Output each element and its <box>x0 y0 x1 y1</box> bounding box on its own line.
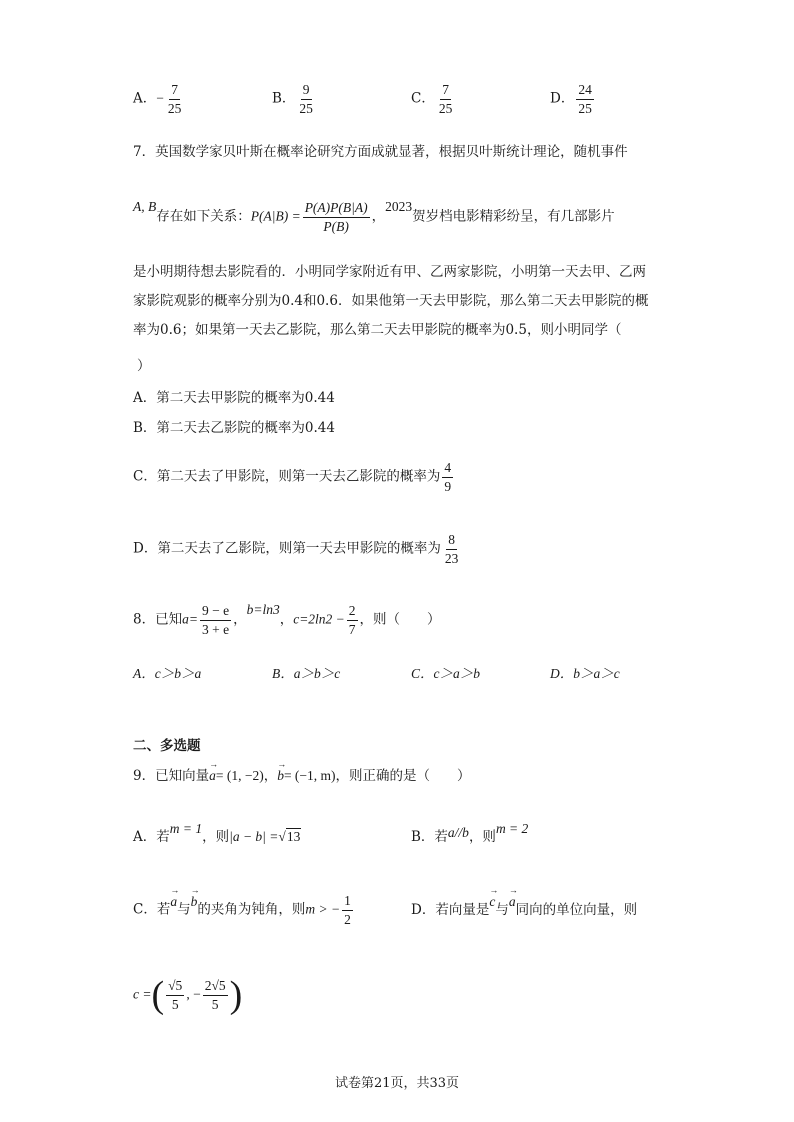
q7-formula-lhs: P(A|B) = <box>250 208 301 224</box>
q7-after-year: 贺岁档电影精彩纷呈，有几部影片 <box>412 208 615 225</box>
q7-option-a: A．第二天去甲影院的概率为0.44 <box>133 390 335 406</box>
q7-year: 2023 <box>385 198 413 214</box>
q9-option-d: D．若向量是→ c与→ a同向的单位向量，则 <box>411 898 637 918</box>
q7-option-d: D．第二天去了乙影院，则第一天去甲影院的概率为 $\frac{8}{23}$ <box>133 532 459 566</box>
section-title: 二、多选题 <box>133 738 201 754</box>
q7-option-c: C．第二天去了甲影院，则第一天去乙影院的概率为 $\frac{4}{9}$ <box>133 460 452 494</box>
q6-option-d: D． $\frac{24}{25}$ <box>550 82 592 116</box>
q7-close-paren: ） <box>137 358 151 374</box>
q7-paragraph: 是小明期待想去影院看的．小明同学家附近有甲、乙两家影院，小明第一天去甲、乙两家影院观影的概率分别为0.4和0.6．如果他第一天去甲影院，那么第二天去甲影院的概率为0.6；如果第一天去乙影院，那么第二天去甲影院的概率为0.5，则小明同学（ <box>133 264 649 338</box>
q9-option-b: B．若a//b，则m = 2 <box>411 821 529 845</box>
q9-option-c: C．若→ a与→ b的夹角为钝角，则m > − $\frac{1}{2}$ <box>133 893 355 927</box>
q7-events: A, B <box>133 198 157 214</box>
q8-option-b: B．a＞b＞c <box>272 666 341 681</box>
q6-option-c: C． $\frac{7}{25}$ <box>411 82 453 116</box>
q9-option-d-result: c =( $\frac{√5}{5}$ , − $\frac{2√5}{5}$ ) <box>133 974 243 1016</box>
q9-option-a: A．若m = 1，则|a − b| =√13 <box>133 821 301 845</box>
q9-stem: 9．已知向量→ a= (1, −2)，→ b= (−1, m)，则正确的是（ ） <box>133 764 471 784</box>
q7-relation-text: 存在如下关系： <box>156 208 251 225</box>
q8-option-d: D．b＞a＞c <box>550 666 620 681</box>
q8-option-a: A．c＞b＞a <box>133 666 202 681</box>
page-footer: 试卷第21页，共33页 <box>334 1076 460 1091</box>
q6-option-b: B． $\frac{9}{25}$ <box>272 82 313 116</box>
q8-stem: 8．已知a= $\frac{9 - e}{3 + e}$ ，b=ln3，c=2ln2 − $\frac{2}{7}$ ，则（ ） <box>133 601 441 637</box>
q7-formula-line: A, B存在如下关系：P(A|B) = $\frac{P(A)P(B|A)}{P(B)}$ ，2023贺岁档电影精彩纷呈，有几部影片 <box>133 198 615 234</box>
q8-option-c: C．c＞a＞b <box>411 666 480 681</box>
q6-option-a: A．− $\frac{7}{25}$ <box>133 82 182 116</box>
q7-formula-fraction: $\frac{P(A)P(B|A)}{P(B)}$ <box>304 200 368 234</box>
q7-stem-line1: 7．英国数学家贝叶斯在概率论研究方面成就显著，根据贝叶斯统计理论，随机事件 <box>133 144 628 160</box>
q7-option-b: B．第二天去乙影院的概率为0.44 <box>133 420 335 436</box>
